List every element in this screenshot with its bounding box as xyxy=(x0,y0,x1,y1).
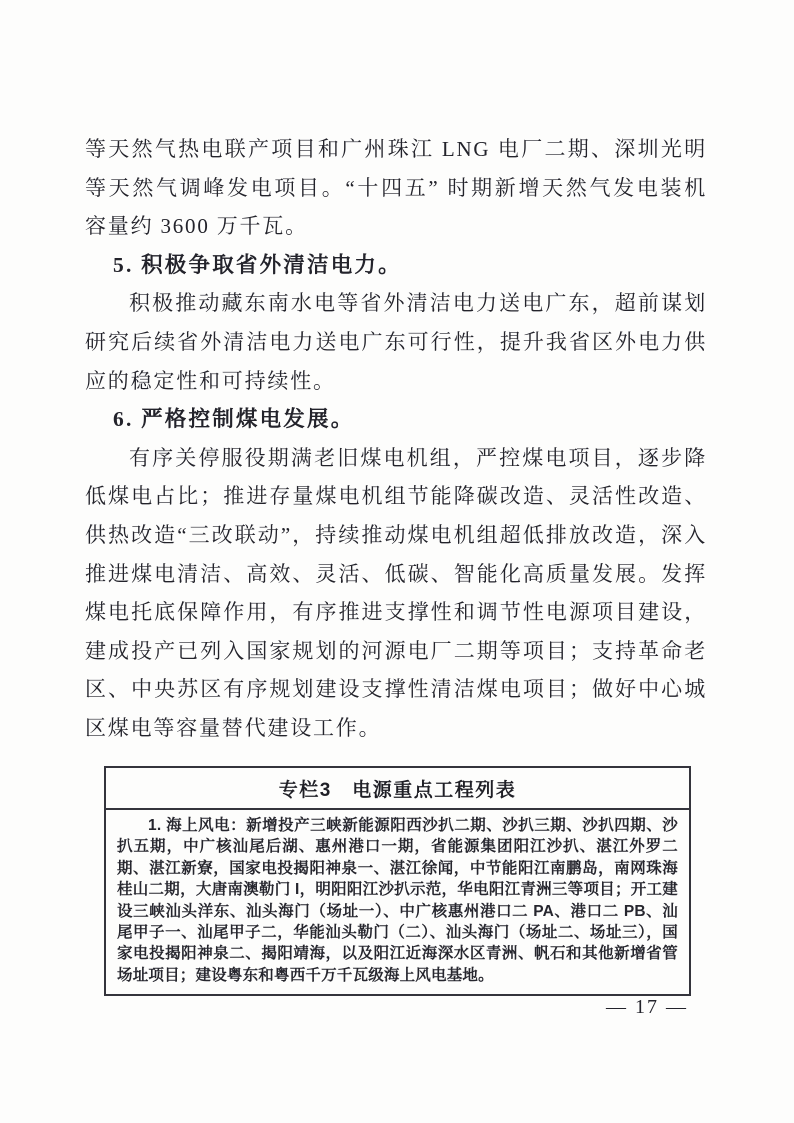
heading-section-6: 6. 严格控制煤电发展。 xyxy=(113,407,355,432)
callout-box-key-power-projects xyxy=(104,766,691,996)
callout-box-title: 专栏3 电源重点工程列表 xyxy=(106,768,689,810)
paragraph-section-5: 积极推动藏东南水电等省外清洁电力送电广东，超前谋划研究后续省外清洁电力送电广东可行性，提升我省区外电力供应的稳定性和可持续性。 xyxy=(85,291,707,393)
paragraph-gas-power-continuation: 等天然气热电联产项目和广州珠江 LNG 电厂二期、深圳光明等天然气调峰发电项目。“十四五” 时期新增天然气发电装机容量约 3600 万千瓦。 xyxy=(85,137,707,239)
document-body xyxy=(85,130,707,748)
heading-section-5: 5. 积极争取省外清洁电力。 xyxy=(113,252,402,277)
paragraph-section-6: 有序关停服役期满老旧煤电机组，严控煤电项目，逐步降低煤电占比；推进存量煤电机组节能降碳改造、灵活性改造、供热改造“三改联动”，持续推动煤电机组超低排放改造，深入推进煤电清洁、高效、灵活、低碳、智能化高质量发展。发挥煤电托底保障作用，有序推进支撑性和调节性电源项目建设，建成投产已列入国家规划的河源电厂二期等项目；支持革命老区、中央苏区有序规划建设支撑性清洁煤电项目；做好中心城区煤电等容量替代建设工作。 xyxy=(85,445,707,740)
page-number: — 17 — xyxy=(606,996,688,1018)
callout-box-content: 1. 海上风电：新增投产三峡新能源阳西沙扒二期、沙扒三期、沙扒四期、沙扒五期，中广核汕尾后湖、惠州港口一期，省能源集团阳江沙扒、湛江外罗二期、湛江新寮，国家电投揭阳神泉一、湛江徐闻，中节能阳江南鹏岛，南网珠海桂山二期，大唐南澳勒门 I，明阳阳江沙扒示范，华电阳江青洲三等项目；开工建设三峡汕头洋东、汕头海门（场址一）、中广核惠州港口二 PA、港口二 PB、汕尾甲子一、汕尾甲子二，华能汕头勒门（二）、汕头海门（场址二、场址三），国家电投揭阳神泉二、揭阳靖海，以及阳江近海深水区青洲、帆石和其他新增省管场址项目；建设粤东和粤西千万千瓦级海上风电基地。 xyxy=(117,817,678,984)
